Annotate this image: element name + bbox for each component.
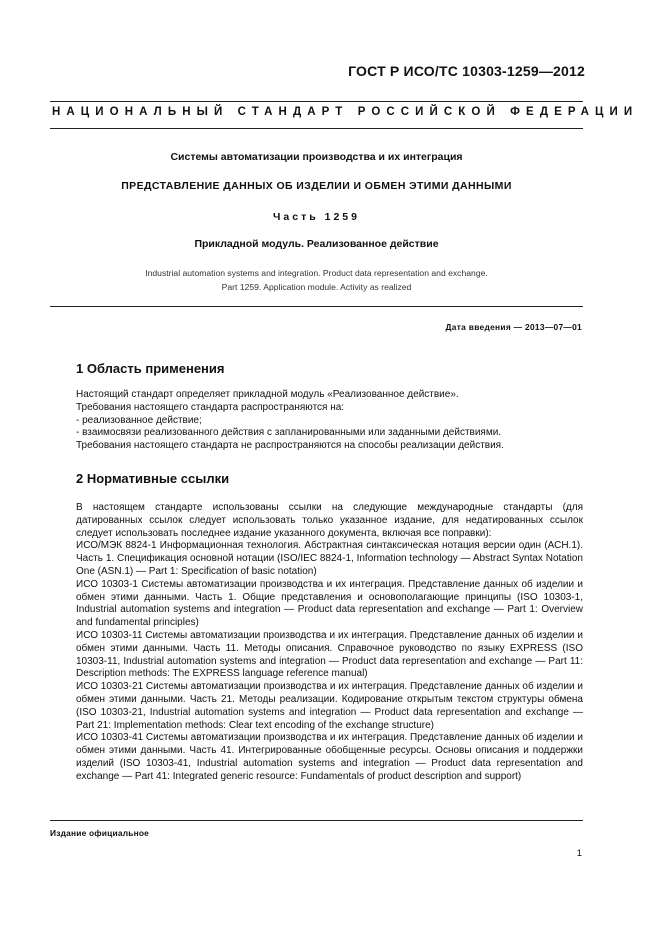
section-1-body <box>76 389 583 453</box>
english-title-line-1: Industrial automation systems and integration. Product data representation and exchange. <box>145 268 488 278</box>
title-line-2: ПРЕДСТАВЛЕНИЕ ДАННЫХ ОБ ИЗДЕЛИИ И ОБМЕН ЭТИМИ ДАННЫМИ <box>121 180 512 192</box>
reference-item: ИСО 10303-21 Системы автоматизации производства и их интеграция. Представление данных об изделии и обмен этими данными. Часть 21. Методы реализации. Кодирование открытым текстом структуры обмена (ISO 10303-21, Industrial automation systems and integration — Product data representation and exchange — Part 21: Implementation methods: Clear text encoding of the exchange structure) <box>76 681 583 731</box>
official-edition-label: Издание официальное <box>50 828 149 838</box>
section-1-heading: 1 Область применения <box>76 361 225 376</box>
header-rule-top <box>50 101 583 102</box>
effective-date: Дата введения — 2013—07—01 <box>445 322 582 332</box>
references-intro: В настоящем стандарте использованы ссылки на следующие международные стандарты (для датированных ссылок следует использовать только указанное издание, для недатированных ссылок следует использовать последнее издание указанного документа, включая все поправки): <box>76 502 583 539</box>
header-rule-bottom <box>50 128 583 129</box>
title-part: Часть 1259 <box>273 211 360 223</box>
page-number: 1 <box>576 848 582 859</box>
scope-line: - взаимосвязи реализованного действия с запланированными или заданными действиями. <box>76 427 502 439</box>
scope-line: Требования настоящего стандарта не распространяются на способы реализации действия. <box>76 440 504 452</box>
reference-item: ИСО 10303-11 Системы автоматизации производства и их интеграция. Представление данных об изделии и обмен этими данными. Часть 11. Методы описания. Справочное руководство по языку EXPRESS (ISO 10303-11, Industrial automation systems and integration — Product data representation and exchange — Part 11: Description methods: The EXPRESS language reference manual) <box>76 629 583 680</box>
title-rule <box>50 306 583 307</box>
title-module: Прикладной модуль. Реализованное действие <box>194 238 439 250</box>
scope-line: Настоящий стандарт определяет прикладной модуль «Реализованное действие». <box>76 389 459 400</box>
title-line-1: Системы автоматизации производства и их интеграция <box>170 151 463 163</box>
scope-line: - реализованное действие; <box>76 414 202 426</box>
reference-item: ИСО 10303-1 Системы автоматизации производства и их интеграция. Представление данных об изделии и обмен этими данными. Часть 1. Общие представления и основополагающие принципы (ISO 10303-1, Industrial automation systems and integration — Product data representation and exchange — Part 1: Overview and fundamental principles) <box>76 578 583 629</box>
national-standard-banner: НАЦИОНАЛЬНЫЙ СТАНДАРТ РОССИЙСКОЙ ФЕДЕРАЦИИ <box>52 106 639 118</box>
section-2-heading: 2 Нормативные ссылки <box>76 471 230 486</box>
scope-line: Требования настоящего стандарта распространяются на: <box>76 401 345 413</box>
english-title-line-2: Part 1259. Application module. Activity as realized <box>221 282 412 292</box>
document-id: ГОСТ Р ИСО/ТС 10303-1259—2012 <box>348 63 585 79</box>
reference-item: ИСО/МЭК 8824-1 Информационная технология. Абстрактная синтаксическая нотация версии один (АСН.1). Часть 1. Спецификация основной нотации (ISO/IEC 8824-1, Information technology — Abstract Syntax Notation One (ASN.1) — Part 1: Specification of basic notation) <box>76 540 583 577</box>
section-2-body <box>76 502 583 784</box>
footer-rule <box>50 820 583 821</box>
reference-item: ИСО 10303-41 Системы автоматизации производства и их интеграция. Представление данных об изделии и обмен этими данными. Часть 41. Интегрированные обобщенные ресурсы. Основы описания и поддержки изделий (ISO 10303-41, Industrial automation systems and integration — Product data representation and exchange — Part 41: Integrated generic resource: Fundamentals of product description and support) <box>76 732 583 782</box>
